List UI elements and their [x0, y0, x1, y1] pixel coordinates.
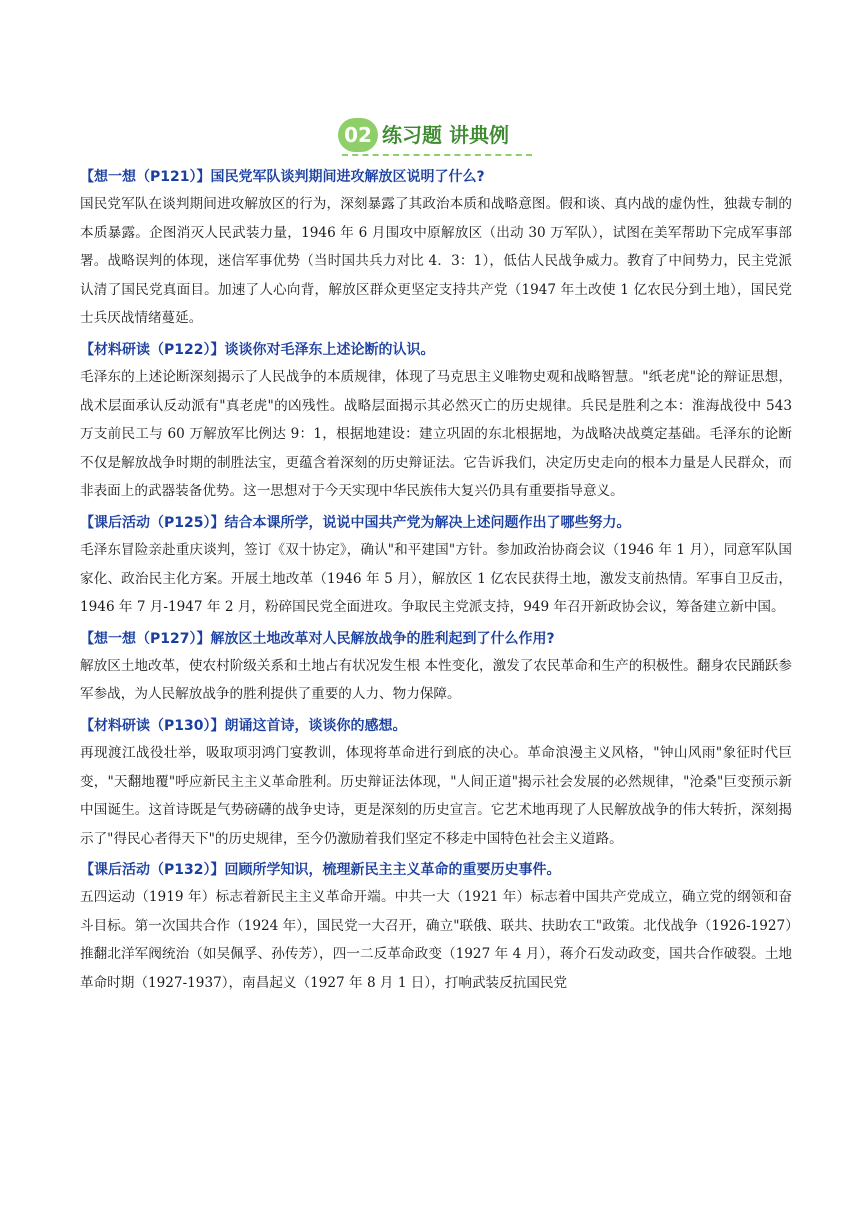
answer-4: 解放区土地改革，使农村阶级关系和土地占有状况发生根 本性变化，激发了农民革命和生产的积极性。翻身农民踊跃参 军参战，为人民解放战争的胜利提供了重要的人力、物力保障。 [80, 657, 792, 703]
section-heading [338, 112, 538, 160]
answer-3: 毛泽东冒险亲赴重庆谈判，签订《双十协定》，确认"和平建国"方针。参加政治协商会议（1946 年 1 月），同意军队国家化、政治民主化方案。开展土地改革（1946 年 5 月），解放区 1 亿农民获得土地，激发支前热情。军事自卫反击，1946 年 7 月-1947 年 2 月，粉碎国民党全面进攻。争取民主党派支持，949 年召开新政协会议，筹备建立新中国。 [80, 541, 792, 616]
title-dashed-underline [342, 154, 532, 156]
question-2: 【材料研读（P122）】谈谈你对毛泽东上述论断的认识。 [80, 341, 435, 358]
document-page [80, 112, 792, 998]
question-4: 【想一想（P127）】解放区土地改革对人民解放战争的胜利起到了什么作用? [80, 630, 555, 647]
question-5: 【材料研读（P130）】朗诵这首诗，谈谈你的感想。 [80, 717, 407, 734]
question-1: 【想一想（P121）】国民党军队谈判期间进攻解放区说明了什么? [80, 169, 485, 185]
answer-2: 毛泽东的上述论断深刻揭示了人民战争的本质规律，体现了马克思主义唯物史观和战略智慧。"纸老虎"论的辩证思想，战术层面承认反动派有"真老虎"的凶残性。战略层面揭示其必然灭亡的历史规律。兵民是胜利之本：淮海战役中 543 万支前民工与 60 万解放军比例达 9：1，根据地建设：建立巩固的东北根据地，为战略决战奠定基础。毛泽东的论断不仅是解放战争时期的制胜法宝，更蕴含着深刻的历史辩证法。它告诉我们，决定历史走向的根本力量是人民群众，而非表面上的武器装备优势。这一思想对于今天实现中华民族伟大复兴仍具有重要指导意义。 [80, 368, 792, 500]
answer-6: 五四运动（1919 年）标志着新民主主义革命开端。中共一大（1921 年）标志着中国共产党成立，确立党的纲领和奋斗目标。第一次国共合作（1924 年），国民党一大召开，确立"联俄、联共、扶助农工"政策。北伐战争（1926-1927）推翻北洋军阀统治（如吴佩孚、孙传芳），四一二反革命政变（1927 年 4 月），蒋介石发动政变，国共合作破裂。土地革命时期（1927-1937），南昌起义（1927 年 8 月 1 日），打响武装反抗国民党 [80, 889, 792, 992]
answer-1: 国民党军队在谈判期间进攻解放区的行为，深刻暴露了其政治本质和战略意图。假和谈、真内战的虚伪性，独裁专制的本质暴露。企图消灭人民武装力量，1946 年 6 月围攻中原解放区（出动 30 万军队），试图在美军帮助下完成军事部署。战略误判的体现，迷信军事优势（当时国共兵力对比 4．3：1），低估人民战争威力。教育了中间势力，民主党派认清了国民党真面目。加速了人心向背，解放区群众更坚定支持共产党（1947 年土改使 1 亿农民分到土地），国民党士兵厌战情绪蔓延。 [80, 196, 792, 327]
question-3: 【课后活动（P125）】结合本课所学，说说中国共产党为解决上述问题作出了哪些努力。 [80, 514, 631, 531]
question-6: 【课后活动（P132）】回顾所学知识，梳理新民主主义革命的重要历史事件。 [80, 862, 561, 879]
section-number-badge: 02 [338, 118, 378, 152]
section-title: 练习题 讲典例 [382, 123, 509, 147]
answer-5: 再现渡江战役壮举，吸取项羽鸿门宴教训，体现将革命进行到底的决心。革命浪漫主义风格，"钟山风雨"象征时代巨变，"天翻地覆"呼应新民主主义革命胜利。历史辩证法体现，"人间正道"揭示社会发展的必然规律，"沧桑"巨变预示新中国诞生。这首诗既是气势磅礴的战争史诗，更是深刻的历史宣言。它艺术地再现了人民解放战争的伟大转折，深刻揭示了"得民心者得天下"的历史规律，至今仍激励着我们坚定不移走中国特色社会主义道路。 [80, 744, 792, 847]
